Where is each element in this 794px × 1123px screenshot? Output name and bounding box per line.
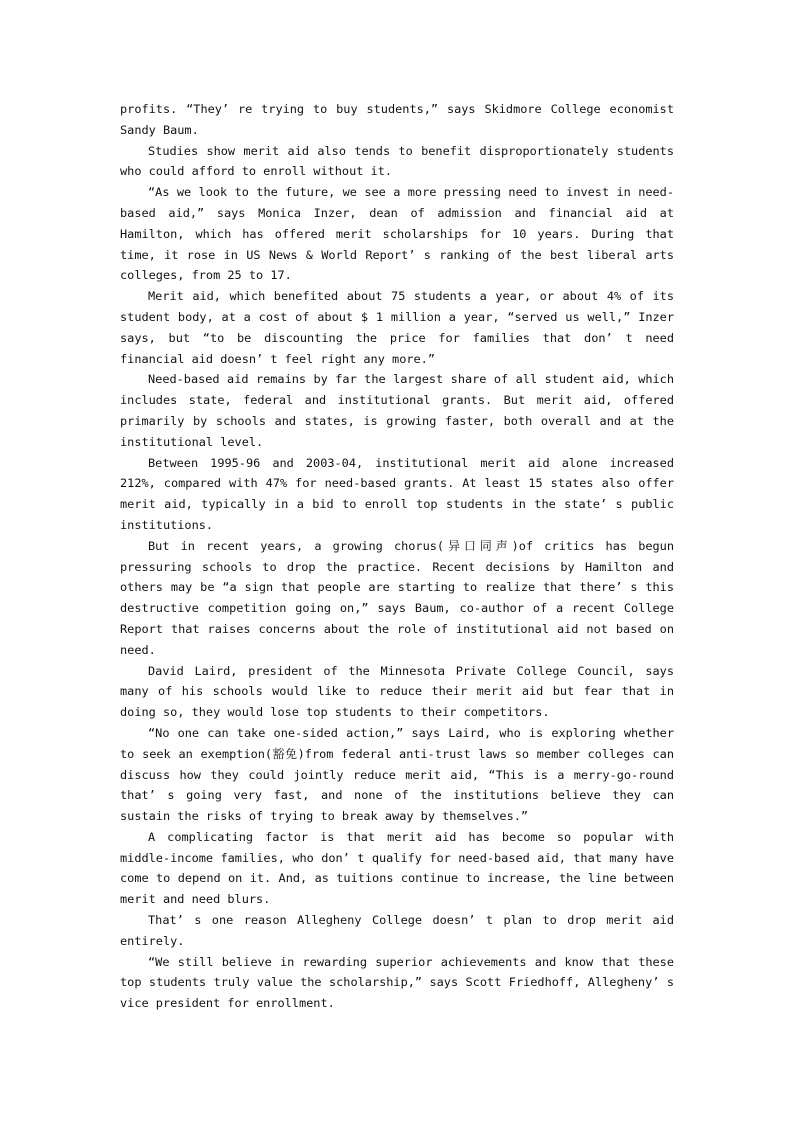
paragraph-4: Merit aid, which benefited about 75 students a year, or about 4% of its student body, at a cost of about $ 1 million a year, “served us well,” Inzer says, but “to be discounting the price for families that don’ t need financial aid doesn’ t feel right any more.” xyxy=(120,289,674,366)
paragraph-10: A complicating factor is that merit aid has become so popular with middle-income families, who don’ t qualify for need-based aid, that many have come to depend on it. And, as tuitions continue to increase, the line between merit and need blurs. xyxy=(120,829,674,907)
paragraph-5: Need-based aid remains by far the largest share of all student aid, which includes state, federal and institutional grants. But merit aid, offered primarily by schools and states, is growing faster, both overall and at the institutional level. xyxy=(120,372,674,449)
paragraph-12: “We still believe in rewarding superior achievements and know that these top students truly value the scholarship,” says Scott Friedhoff, Allegheny’ s vice president for enrollment. xyxy=(120,954,674,1011)
article-body xyxy=(120,99,674,1014)
paragraph-2: Studies show merit aid also tends to benefit disproportionately students who could afford to enroll without it. xyxy=(120,143,674,179)
paragraph-1: profits. “They’ re trying to buy students,” says Skidmore College economist Sandy Baum. xyxy=(120,102,674,137)
paragraph-3: “As we look to the future, we see a more pressing need to invest in need-based aid,” says Monica Inzer, dean of admission and financial aid at Hamilton, which has offered merit scholarships for 10 years. During that time, it rose in US News & World Report’ s ranking of the best liberal arts colleges, from 25 to 17. xyxy=(120,185,674,283)
paragraph-8: David Laird, president of the Minnesota Private College Council, says many of his schools would like to reduce their merit aid but fear that in doing so, they would lose top students to their competitors. xyxy=(120,663,674,720)
paragraph-9: “No one can take one-sided action,” says Laird, who is exploring whether to seek an exemption(豁免)from federal anti-trust laws so member colleges can discuss how they could jointly reduce merit aid, “This is a merry-go-round that’ s going very fast, and none of the institutions believe they can sustain the risks of trying to break away by themselves.” xyxy=(120,725,674,824)
paragraph-11: That’ s one reason Allegheny College doesn’ t plan to drop merit aid entirely. xyxy=(120,913,674,948)
paragraph-7: But in recent years, a growing chorus(异口同声)of critics has begun pressuring schools to drop the practice. Recent decisions by Hamilton and others may be “a sign that people are starting to realize that there’ s this destructive competition going on,” says Baum, co-author of a recent College Report that raises concerns about the role of institutional aid not based on need. xyxy=(120,538,674,657)
paragraph-6: Between 1995-96 and 2003-04, institutional merit aid alone increased 212%, compared with 47% for need-based grants. At least 15 states also offer merit aid, typically in a bid to enroll top students in the state’ s public institutions. xyxy=(120,455,674,532)
